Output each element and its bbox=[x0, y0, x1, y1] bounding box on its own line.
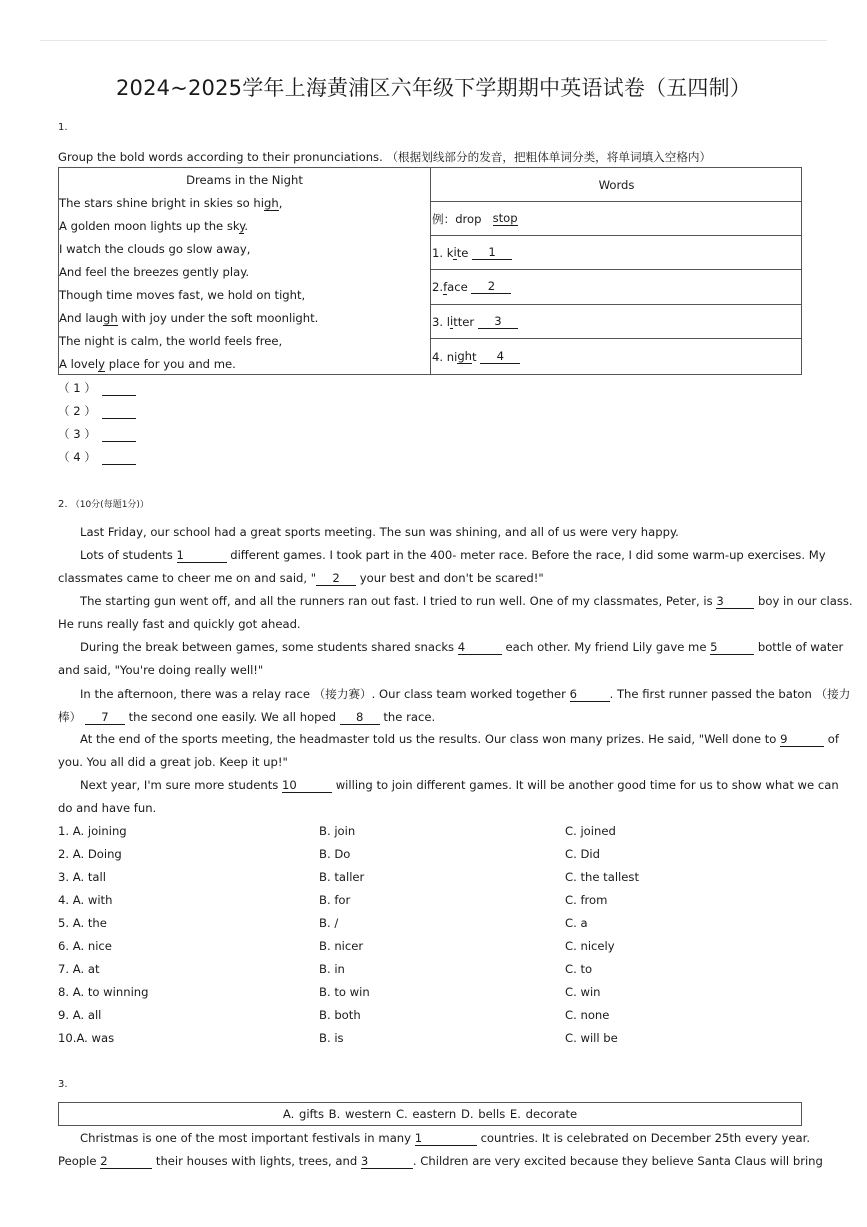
option-c[interactable]: C. will be bbox=[565, 1031, 618, 1045]
answer-line: （ 3 ） bbox=[58, 426, 136, 442]
blank-1[interactable]: 1 bbox=[177, 549, 227, 563]
words-header-cell bbox=[430, 168, 801, 202]
option-a[interactable]: 8. A. to winning bbox=[58, 985, 149, 999]
blank-9[interactable]: 9 bbox=[780, 733, 824, 747]
blank-5[interactable]: 5 bbox=[710, 641, 754, 655]
passage-paragraph-3: The starting gun went off, and all the runners ran out fast. I tried to run well. One of my classmates, Peter, is 3 boy in our class. bbox=[80, 594, 853, 608]
passage-paragraph-3-cont: He runs really fast and quickly got ahead. bbox=[58, 617, 301, 631]
word-row: 4. ni gh t 4 bbox=[430, 340, 801, 374]
option-a[interactable]: 7. A. at bbox=[58, 962, 100, 976]
poem-line: I watch the clouds go slow away, bbox=[59, 242, 251, 256]
option-a[interactable]: 3. A. tall bbox=[58, 870, 106, 884]
passage-paragraph-6-cont: you. You all did a great job. Keep it up!" bbox=[58, 755, 288, 769]
option-b[interactable]: B. to win bbox=[319, 985, 370, 999]
words-header: Words bbox=[598, 177, 635, 192]
blank-8[interactable]: 8 bbox=[340, 711, 380, 725]
passage-paragraph-5: In the afternoon, there was a relay race （接力赛）. Our class team worked together 6 . The first runner passed the baton （接力 bbox=[80, 687, 851, 701]
blank-7[interactable]: 7 bbox=[85, 711, 125, 725]
blank-10[interactable]: 10 bbox=[282, 779, 332, 793]
question-3-number: 3. bbox=[58, 1079, 68, 1090]
poem-title: Dreams in the Night bbox=[186, 173, 303, 187]
answer-blank[interactable] bbox=[102, 428, 136, 442]
example-answer: stop bbox=[492, 211, 518, 225]
word-bank-box bbox=[58, 1102, 802, 1126]
answer-blank[interactable] bbox=[102, 451, 136, 465]
option-b[interactable]: B. join bbox=[319, 824, 356, 838]
option-c[interactable]: C. joined bbox=[565, 824, 616, 838]
pronunciation-table bbox=[58, 167, 802, 375]
answer-blank[interactable] bbox=[102, 382, 136, 396]
option-b[interactable]: B. is bbox=[319, 1031, 344, 1045]
option-c[interactable]: C. nicely bbox=[565, 939, 615, 953]
word-row: 2. f ace 2 bbox=[430, 271, 801, 305]
poem-line: The night is calm, the world feels free, bbox=[59, 334, 283, 348]
option-b[interactable]: B. nicer bbox=[319, 939, 364, 953]
passage-paragraph-5-cont: 棒） 7 the second one easily. We all hoped 8 the race. bbox=[58, 710, 436, 724]
page-title: 2024~2025学年上海黄浦区六年级下学期期中英语试卷（五四制） bbox=[115, 76, 752, 100]
option-a[interactable]: 4. A. with bbox=[58, 893, 113, 907]
q3-blank-2[interactable]: 2 bbox=[100, 1155, 152, 1169]
passage-paragraph-4-cont: and said, "You're doing really well!" bbox=[58, 663, 264, 677]
word-bank: A. gifts B. western C. eastern D. bells E. decorate bbox=[282, 1107, 578, 1121]
question-3-line-2: People 2 their houses with lights, trees, and 3 . Children are very excited because they believe Santa Claus will bring bbox=[58, 1154, 823, 1168]
option-c[interactable]: C. a bbox=[565, 916, 588, 930]
words-column bbox=[430, 168, 801, 374]
passage-paragraph-6: At the end of the sports meeting, the headmaster told us the results. Our class won many prizes. He said, "Well done to 9 of bbox=[80, 732, 839, 746]
option-c[interactable]: C. the tallest bbox=[565, 870, 639, 884]
answer-line: （ 2 ） bbox=[58, 403, 136, 419]
poem-line: The stars shine bright in skies so high, bbox=[59, 196, 283, 210]
answer-blank[interactable] bbox=[102, 405, 136, 419]
blank-3[interactable]: 3 bbox=[716, 595, 754, 609]
option-a[interactable]: 9. A. all bbox=[58, 1008, 102, 1022]
option-c[interactable]: C. win bbox=[565, 985, 601, 999]
passage-paragraph-1: Last Friday, our school had a great sports meeting. The sun was shining, and all of us were very happy. bbox=[80, 525, 679, 539]
passage-paragraph-2-cont: classmates came to cheer me on and said, " 2 your best and don't be scared!" bbox=[58, 571, 544, 585]
q3-blank-1[interactable]: 1 bbox=[415, 1132, 477, 1146]
option-a[interactable]: 2. A. Doing bbox=[58, 847, 122, 861]
option-b[interactable]: B. both bbox=[319, 1008, 361, 1022]
passage-paragraph-2: Lots of students 1 different games. I took part in the 400- meter race. Before the race, I did some warm-up exercises. My bbox=[80, 548, 826, 562]
word-row: 3. l i tter 3 bbox=[430, 305, 801, 339]
poem-line: And feel the breezes gently play. bbox=[59, 265, 250, 279]
passage-paragraph-7: Next year, I'm sure more students 10 willing to join different games. It will be another good time for us to show what we can bbox=[80, 778, 839, 792]
word-blank[interactable]: 3 bbox=[478, 315, 518, 329]
option-a[interactable]: 1. A. joining bbox=[58, 824, 127, 838]
word-blank[interactable]: 1 bbox=[472, 246, 512, 260]
question-3-line-1: Christmas is one of the most important festivals in many 1 countries. It is celebrated on December 25th every year. bbox=[80, 1131, 811, 1145]
poem-column bbox=[59, 168, 431, 374]
option-c[interactable]: C. none bbox=[565, 1008, 610, 1022]
passage-paragraph-7-cont: do and have fun. bbox=[58, 801, 157, 815]
word-row: 1. k i te 1 bbox=[430, 236, 801, 270]
answer-line: （ 1 ） bbox=[58, 380, 136, 396]
option-b[interactable]: B. Do bbox=[319, 847, 351, 861]
question-1-instruction: Group the bold words according to their pronunciations. （根据划线部分的发音，把粗体单词分类，将单词填入空格内） bbox=[58, 150, 712, 164]
option-b[interactable]: B. for bbox=[319, 893, 351, 907]
poem-line: Though time moves fast, we hold on tight, bbox=[59, 288, 306, 302]
passage-paragraph-4: During the break between games, some students shared snacks 4 each other. My friend Lily gave me 5 bottle of water bbox=[80, 640, 844, 654]
question-2-score: （10分(每题1分)） bbox=[70, 500, 149, 510]
poem-line: And laugh with joy under the soft moonlight. bbox=[59, 311, 319, 325]
option-a[interactable]: 5. A. the bbox=[58, 916, 107, 930]
answer-line: （ 4 ） bbox=[58, 449, 136, 465]
option-c[interactable]: C. to bbox=[565, 962, 593, 976]
question-1-number: 1. bbox=[58, 122, 68, 133]
option-c[interactable]: C. from bbox=[565, 893, 608, 907]
example-cell bbox=[430, 202, 801, 236]
question-2-number: 2. （10分(每题1分)） bbox=[58, 499, 149, 510]
word-blank[interactable]: 2 bbox=[471, 280, 511, 294]
blank-2[interactable]: 2 bbox=[316, 572, 356, 586]
page-top-rule bbox=[40, 40, 827, 41]
blank-4[interactable]: 4 bbox=[458, 641, 502, 655]
option-b[interactable]: B. taller bbox=[319, 870, 365, 884]
option-b[interactable]: B. / bbox=[319, 916, 339, 930]
example-prefix: 例：drop bbox=[432, 211, 482, 226]
blank-6[interactable]: 6 bbox=[570, 688, 610, 702]
option-c[interactable]: C. Did bbox=[565, 847, 600, 861]
q3-blank-3[interactable]: 3 bbox=[361, 1155, 413, 1169]
poem-line: A lovely place for you and me. bbox=[59, 357, 236, 371]
option-a[interactable]: 10.A. was bbox=[58, 1031, 115, 1045]
word-blank[interactable]: 4 bbox=[480, 350, 520, 364]
option-a[interactable]: 6. A. nice bbox=[58, 939, 112, 953]
option-b[interactable]: B. in bbox=[319, 962, 345, 976]
poem-line: A golden moon lights up the sky. bbox=[59, 219, 249, 233]
